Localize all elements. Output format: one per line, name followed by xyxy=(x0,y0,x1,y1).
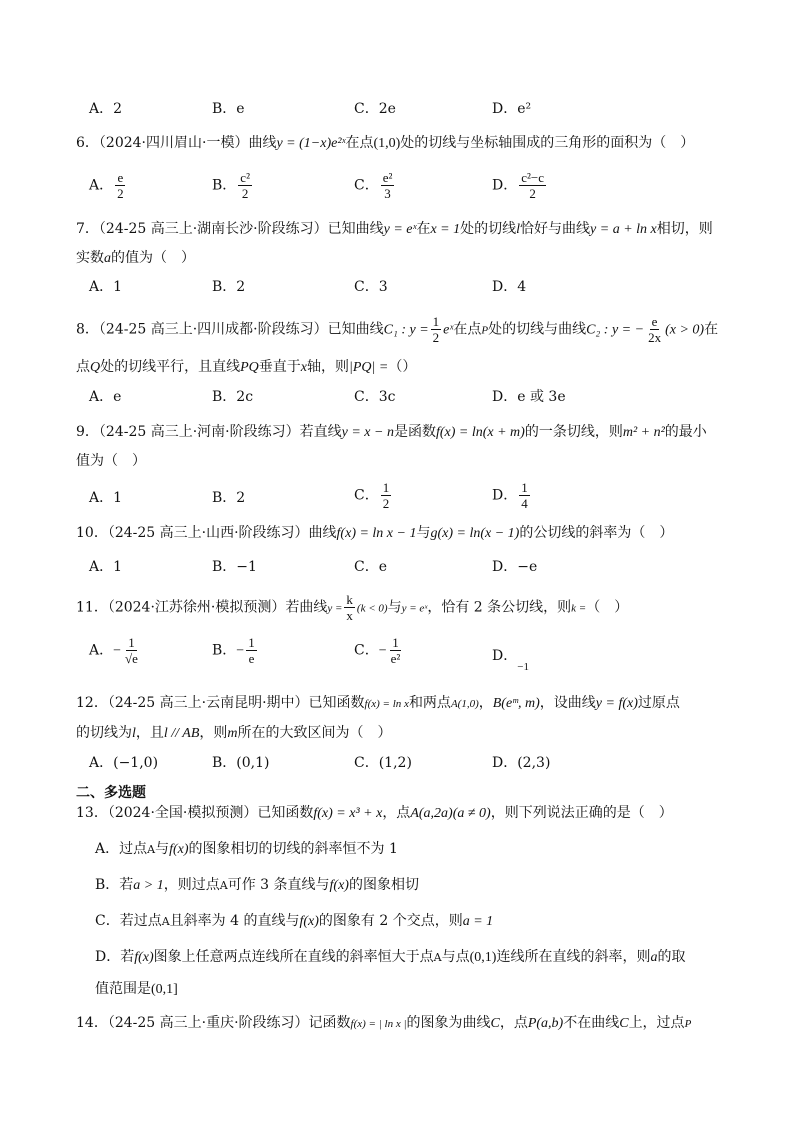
q9-expr-1: y = x − n xyxy=(341,425,394,440)
q11-frac-num: k xyxy=(346,592,353,607)
q14-text-2: 的图象为曲线 xyxy=(406,1015,491,1031)
q6-text-2: 在点 xyxy=(345,135,374,151)
q13-b-t3: A xyxy=(219,879,228,892)
q8-line2-e: （） xyxy=(388,359,417,375)
q13-option-a xyxy=(95,838,800,858)
q13-d-t2: 图象上任意两点连线所在直线的斜率恒大于点 xyxy=(153,949,434,965)
q13-d-t0: D．若 xyxy=(95,949,135,965)
q11-d-value: −1 xyxy=(517,661,529,673)
q11-c-den: e² xyxy=(390,651,401,666)
q9-c-num: 1 xyxy=(382,480,390,495)
q6-d-den: 2 xyxy=(529,186,536,201)
q12-option-d: D．(2,3) xyxy=(492,755,551,771)
q9-text-4: 的最小 xyxy=(664,424,707,440)
q12-stem-line-2 xyxy=(76,722,800,742)
q8-c2-tail: (x > 0) xyxy=(665,322,705,338)
q14-text-3: ，点 xyxy=(499,1015,528,1031)
q5-option-c: C．2e xyxy=(354,101,396,117)
q9-source: （24-25 高三上·河南·阶段练习） xyxy=(98,424,300,440)
q11-label-c: C． xyxy=(354,642,379,659)
q8-option-d: D．e 或 3e xyxy=(492,389,566,405)
q6-a-den: 2 xyxy=(117,186,124,201)
q8-line2-c: 垂直于 xyxy=(258,359,301,375)
q11-expr-1b: (k < 0) xyxy=(356,602,388,615)
q13-c-t1: A xyxy=(161,915,170,928)
q6-text-1: 曲线 xyxy=(248,135,277,151)
q13-a-t0: A．过点 xyxy=(95,841,148,857)
q13-b-t5: f(x) xyxy=(329,878,349,893)
q9-stem-line-2: 值为（ ） xyxy=(76,453,146,469)
q13-option-d xyxy=(95,946,800,966)
q11-frac-den: x xyxy=(346,608,353,623)
q12-line2-b: ，且 xyxy=(135,725,164,741)
q12-option-b: B．(0,1) xyxy=(212,755,270,771)
q8-text-3: 处的切线与曲线 xyxy=(488,321,587,338)
q12-var-m: m xyxy=(227,726,238,741)
q12-line2-d: 所在的大致区间为（ ） xyxy=(237,725,392,741)
q12-expr-2: A(1,0) xyxy=(450,698,479,710)
q13-option-b xyxy=(95,874,800,894)
q6-point: (1,0) xyxy=(373,136,401,151)
q12-option-c: C．(1,2) xyxy=(354,755,412,771)
q6-a-num: e xyxy=(117,170,124,185)
q14-text-4: 不在曲线 xyxy=(563,1015,620,1031)
q13-source: （2024·全国·模拟预测） xyxy=(107,805,258,821)
q13-option-d-line-2 xyxy=(95,978,800,998)
q12-line2-a: 的切线为 xyxy=(76,725,132,741)
q7-var-a: a xyxy=(104,251,111,266)
q13-c-t2: 且斜率为 4 的直线与 xyxy=(169,913,300,929)
q10-option-c: C．e xyxy=(354,559,387,575)
q14-stem xyxy=(76,1012,800,1032)
q12-text-2: 和两点 xyxy=(408,695,451,711)
q10-expr-2: g(x) = ln(x − 1) xyxy=(430,526,520,541)
q9-option-d xyxy=(492,480,532,511)
q5-option-a: A．2 xyxy=(89,101,123,117)
q13-b-t6: 的图象相切 xyxy=(348,877,419,893)
q12-text-4: ，设曲线 xyxy=(539,695,596,711)
q13-expr-2: A(a,2a)(a ≠ 0) xyxy=(410,806,491,821)
q12-expr-1: f(x) = ln x xyxy=(364,698,409,710)
q9-option-a: A．1 xyxy=(89,490,123,506)
q11-label-b: B． xyxy=(212,642,237,659)
q6-text-3: 处的切线与坐标轴围成的三角形的面积为（ ） xyxy=(400,135,695,151)
q13-d-t1: f(x) xyxy=(134,950,154,965)
q13-c-t0: C．若过点 xyxy=(95,913,162,929)
q8-stem-line-2 xyxy=(76,356,800,376)
q9-d-num: 1 xyxy=(521,480,528,495)
q7-expr-1: y = eˣ xyxy=(383,222,417,237)
q11-text-4: （ ） xyxy=(586,599,629,616)
q9-option-c xyxy=(354,480,393,511)
q8-text-2: 在点 xyxy=(453,321,482,338)
q13-b-t2: ，则过点 xyxy=(163,877,220,893)
q6-option-b xyxy=(212,170,254,201)
q8-x-axis: x xyxy=(300,360,308,375)
q12-expr-3: B(eᵐ, m) xyxy=(492,696,540,711)
q14-number: 14． xyxy=(76,1015,108,1031)
q14-expr-1: f(x) = | ln x | xyxy=(350,1018,407,1030)
q6-c-den: 3 xyxy=(384,186,391,201)
q12-option-a: A．(−1,0) xyxy=(89,755,159,771)
q11-text-3: ，恰有 2 条公切线，则 xyxy=(427,599,572,616)
q12-stem xyxy=(76,692,800,712)
q6-d-num: c²−c xyxy=(521,170,545,185)
q6-option-d xyxy=(492,170,548,201)
q9-expr-3: m² + n² xyxy=(622,425,665,440)
q11-expr-2: y = eˣ xyxy=(401,602,428,615)
q10-number: 10． xyxy=(76,525,108,541)
q9-c-den: 2 xyxy=(382,496,390,511)
q12-text-3: ， xyxy=(478,695,493,711)
q7-expr-4: y = a + ln x xyxy=(590,222,657,237)
q13-b-t1: a > 1 xyxy=(133,878,164,893)
q13-d2-t0: 值范围是 xyxy=(95,981,151,997)
q6-b-num: c² xyxy=(240,170,250,185)
q7-stem xyxy=(76,218,800,238)
q13-d-t6: 连线所在直线的斜率，则 xyxy=(496,949,651,965)
q7-source: （24-25 高三上·湖南长沙·阶段练习） xyxy=(98,221,328,237)
q6-b-den: 2 xyxy=(241,186,249,201)
q12-parallel: l // AB xyxy=(163,726,200,741)
q12-expr-4: y = f(x) xyxy=(595,696,638,711)
q5-option-d: D．e² xyxy=(492,101,532,117)
q13-text-1: 已知函数 xyxy=(257,805,314,821)
q13-d-t8: 的取 xyxy=(657,949,686,965)
q8-curve-c1: C₁ : y = xyxy=(383,322,429,338)
q7-text-4: 恰好与曲线 xyxy=(520,221,591,237)
q8-line2-d: 轴，则 xyxy=(307,359,350,375)
q8-c2-den: 2x xyxy=(648,330,662,345)
q6-c-num: e² xyxy=(382,170,393,185)
q11-option-d xyxy=(492,645,529,673)
q11-text-1: 若曲线 xyxy=(285,599,328,616)
q8-stem xyxy=(76,314,800,345)
q8-c2-num: e xyxy=(651,314,658,329)
q8-option-c: C．3c xyxy=(354,389,396,405)
q11-expr-1a: y = xyxy=(327,602,343,615)
q7-option-b: B．2 xyxy=(212,279,246,295)
q12-var-l: l xyxy=(132,726,136,741)
q13-d-t5: (0,1) xyxy=(469,950,497,965)
q8-curve-c2: C₂ : y = − xyxy=(586,322,645,338)
q13-c-t4: 的图象有 2 个交点，则 xyxy=(318,913,463,929)
q7-option-d: D．4 xyxy=(492,279,527,295)
q8-line-pq: PQ xyxy=(240,360,259,375)
q8-option-a: A．e xyxy=(89,389,122,405)
q8-source: （24-25 高三上·四川成都·阶段练习） xyxy=(98,321,328,338)
q7-number: 7． xyxy=(76,221,99,237)
q11-label-a: A． xyxy=(89,642,114,659)
q11-expr-3: k = xyxy=(571,602,587,615)
q8-c1-den: 2 xyxy=(432,330,440,345)
q9-option-b: B．2 xyxy=(212,490,246,506)
q13-text-3: ，则下列说法正确的是（ ） xyxy=(490,805,673,821)
section-heading: 二、多选题 xyxy=(76,785,146,801)
q13-b-t0: B．若 xyxy=(95,877,134,893)
q7-stem-line-2 xyxy=(76,247,800,267)
q7-expr-2: x = 1 xyxy=(430,222,461,237)
q13-option-c xyxy=(95,910,800,930)
q9-number: 9． xyxy=(76,424,99,440)
q14-point-p: P xyxy=(684,1018,692,1030)
q11-option-c: C．− $\frac{1}{\text{e²}}$ xyxy=(354,635,401,666)
q11-number: 11． xyxy=(76,599,108,616)
q13-d-t3: A xyxy=(433,951,442,964)
q8-text-1: 已知曲线 xyxy=(327,321,384,338)
q11-stem xyxy=(76,592,800,623)
q8-text-4: 在 xyxy=(704,321,719,338)
q6-label-a: A． xyxy=(89,177,114,194)
q8-c1-tail: eˣ xyxy=(443,322,454,338)
q12-text-5: 过原点 xyxy=(637,695,680,711)
q13-a-t4: 的图象相切的切线的斜率恒不为 1 xyxy=(188,841,398,857)
q13-c-t3: f(x) xyxy=(299,914,319,929)
q13-number: 13． xyxy=(76,805,108,821)
q10-source: （24-25 高三上·山西·阶段练习） xyxy=(107,525,309,541)
q13-b-t4: 可作 3 条直线与 xyxy=(227,877,330,893)
q6-label-b: B． xyxy=(212,177,237,194)
q14-curve-c2: C xyxy=(619,1016,629,1031)
q6-number: 6． xyxy=(76,135,99,151)
q13-expr-1: f(x) = x³ + x xyxy=(313,806,383,821)
q13-a-t3: f(x) xyxy=(169,842,189,857)
q12-number: 12． xyxy=(76,695,108,711)
q11-label-d: D． xyxy=(492,648,518,664)
q10-text-3: 的公切线的斜率为（ ） xyxy=(519,525,674,541)
q6-curve-expr: y = (1−x)e²ˣ xyxy=(276,136,346,151)
q11-b-den: e xyxy=(248,651,255,666)
q7-text-3: 处的切线 xyxy=(460,221,517,237)
q11-a-den: √e xyxy=(125,651,138,666)
q8-abs-pq: |PQ| = xyxy=(349,360,389,375)
q8-line2-b: 处的切线平行，且直线 xyxy=(100,359,241,375)
q11-c-num: 1 xyxy=(392,635,399,650)
q8-number: 8． xyxy=(76,321,99,338)
q9-label-d: D． xyxy=(492,487,518,504)
q10-option-a: A．1 xyxy=(89,559,123,575)
q7-text-1: 已知曲线 xyxy=(327,221,384,237)
q7-option-a: A．1 xyxy=(89,279,123,295)
q9-stem xyxy=(76,421,800,441)
q14-source: （24-25 高三上·重庆·阶段练习） xyxy=(107,1015,309,1031)
q10-expr-1: f(x) = ln x − 1 xyxy=(336,526,417,541)
q10-text-2: 与 xyxy=(416,525,431,541)
q6-label-c: C． xyxy=(354,177,379,194)
q10-option-d: D．−e xyxy=(492,559,538,575)
q14-expr-2: P(a,b) xyxy=(527,1016,564,1031)
q8-point-q: Q xyxy=(90,360,101,375)
q6-stem xyxy=(76,132,800,152)
q11-a-num: 1 xyxy=(128,635,135,650)
q13-d-t7: a xyxy=(650,950,658,965)
q11-option-b: B．− $\frac{1}{e}$ xyxy=(212,635,255,666)
q8-point-p: P xyxy=(481,324,489,337)
q10-stem xyxy=(76,522,800,542)
q9-text-2: 是函数 xyxy=(393,424,436,440)
q12-line2-c: ，则 xyxy=(199,725,228,741)
q12-source: （24-25 高三上·云南昆明·期中） xyxy=(107,695,309,711)
q13-text-2: ，点 xyxy=(382,805,411,821)
q7-line2-c: 的值为（ ） xyxy=(111,250,195,266)
q7-text-5: 相切，则 xyxy=(656,221,713,237)
q9-label-c: C． xyxy=(354,487,379,504)
q8-c1-num: 1 xyxy=(432,314,440,329)
q7-text-2: 在 xyxy=(416,221,431,237)
q11-b-num: 1 xyxy=(248,635,255,650)
q10-option-b: B．−1 xyxy=(212,559,257,575)
q13-stem xyxy=(76,802,800,822)
q13-d-t4: 与点 xyxy=(441,949,470,965)
q7-line2-a: 实数 xyxy=(76,250,104,266)
q14-text-1: 记函数 xyxy=(308,1015,351,1031)
q12-text-1: 已知函数 xyxy=(308,695,365,711)
q9-d-den: 4 xyxy=(521,496,528,511)
q9-text-1: 若直线 xyxy=(299,424,342,440)
q5-option-b: B．e xyxy=(212,101,245,117)
q13-a-t2: 与 xyxy=(155,841,170,857)
q13-a-t1: A xyxy=(147,843,156,856)
q14-text-5: 上，过点 xyxy=(628,1015,685,1031)
q11-option-a: A．− $\frac{1}{√e}$ xyxy=(89,635,138,666)
q8-line2-a: 点 xyxy=(76,359,90,375)
q7-option-c: C．3 xyxy=(354,279,388,295)
q6-option-a xyxy=(89,170,128,201)
q13-c-t5: a = 1 xyxy=(462,914,494,929)
q14-curve-c: C xyxy=(490,1016,500,1031)
q13-d2-t1: (0,1] xyxy=(151,982,178,997)
q10-text-1: 曲线 xyxy=(308,525,337,541)
q11-text-2: 与 xyxy=(387,599,402,616)
q8-option-b: B．2c xyxy=(212,389,254,405)
q6-option-c xyxy=(354,170,396,201)
q9-expr-2: f(x) = ln(x + m) xyxy=(435,425,525,440)
q7-expr-3: l xyxy=(516,222,521,237)
q9-text-3: 的一条切线，则 xyxy=(524,424,623,440)
q11-source: （2024·江苏徐州·模拟预测） xyxy=(107,599,286,616)
q6-label-d: D． xyxy=(492,177,518,194)
q6-source: （2024·四川眉山·一模） xyxy=(98,135,249,151)
